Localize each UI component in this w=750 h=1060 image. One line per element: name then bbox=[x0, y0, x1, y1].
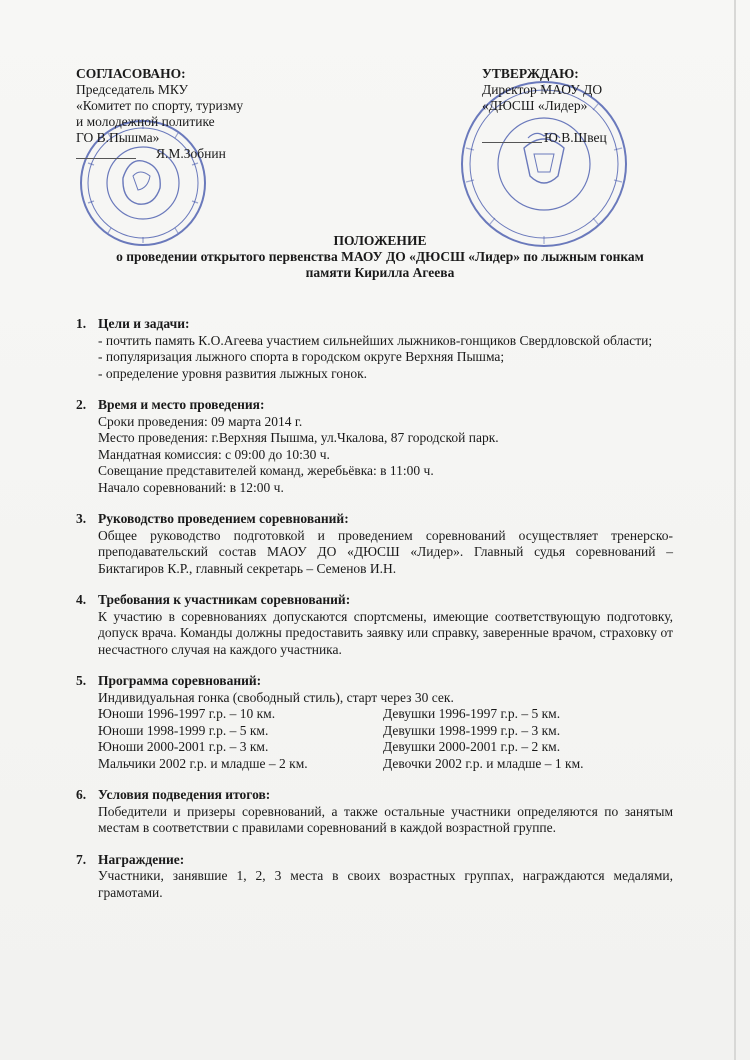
section-line: - популяризация лыжного спорта в городском округе Верхняя Пышма; bbox=[98, 349, 505, 364]
sections-list bbox=[76, 316, 673, 916]
section-number: 1. bbox=[76, 316, 87, 331]
program-row bbox=[98, 739, 673, 756]
section-text: К участию в соревнованиях допускаются спортсмены, имеющие соответствующую подготовку, допуск врача. Команды должны предоставить заявку или справку, заверенные врачом, страховку от несчастного случая на каждого участника. bbox=[98, 608, 673, 657]
section-line: Место проведения: г.Верхняя Пышма, ул.Чкалова, 87 городской парк. bbox=[98, 430, 499, 445]
section-line: Совещание представителей команд, жеребьёвка: в 11:00 ч. bbox=[98, 463, 434, 478]
section-line: - почтить память К.О.Агеева участием сильнейших лыжников-гонщиков Свердловской области; bbox=[98, 332, 653, 348]
approval-right-line: «ДЮСШ «Лидер» bbox=[482, 98, 588, 113]
program-row bbox=[98, 706, 673, 723]
section-heading: Программа соревнований: bbox=[98, 673, 262, 688]
approval-left-signature: Я.М.Зобнин bbox=[156, 146, 226, 161]
section-goals bbox=[76, 316, 673, 382]
section-number: 5. bbox=[76, 673, 87, 688]
approval-right-signature-row bbox=[482, 130, 652, 146]
program-boys: Юноши 1996-1997 г.р. – 10 км. bbox=[98, 706, 276, 721]
approval-left-signature-row bbox=[76, 146, 306, 162]
section-heading: Награждение: bbox=[98, 851, 185, 867]
section-heading: Условия подведения итогов: bbox=[98, 787, 271, 802]
document-title bbox=[60, 233, 700, 281]
program-boys: Юноши 1998-1999 г.р. – 5 км. bbox=[98, 722, 269, 738]
approval-left-title: СОГЛАСОВАНО: bbox=[76, 66, 186, 81]
program-list bbox=[98, 706, 673, 772]
approval-left-line: ГО В.Пышма» bbox=[76, 130, 160, 145]
section-heading: Руководство проведением соревнований: bbox=[98, 511, 349, 526]
signature-line bbox=[76, 158, 136, 159]
approval-block-left bbox=[76, 66, 306, 162]
section-line: Сроки проведения: 09 марта 2014 г. bbox=[98, 413, 303, 429]
approval-right-title: УТВЕРЖДАЮ: bbox=[482, 66, 579, 81]
approval-block-right bbox=[482, 66, 652, 146]
program-boys: Юноши 2000-2001 г.р. – 3 км. bbox=[98, 739, 269, 754]
program-row bbox=[98, 756, 673, 773]
section-number: 2. bbox=[76, 397, 87, 412]
section-number: 4. bbox=[76, 592, 87, 607]
section-text: Участники, занявшие 1, 2, 3 места в своих возрастных группах, награждаются медалями, грамотами. bbox=[98, 868, 673, 900]
program-girls: Девушки 1996-1997 г.р. – 5 км. bbox=[383, 706, 561, 721]
approval-right-signature: Ю.В.Швец bbox=[544, 130, 607, 145]
title-line: о проведении открытого первенства МАОУ ДО «ДЮСШ «Лидер» по лыжным гонкам bbox=[116, 249, 644, 264]
program-intro: Индивидуальная гонка (свободный стиль), старт через 30 сек. bbox=[98, 689, 454, 705]
program-girls: Девочки 2002 г.р. и младше – 1 км. bbox=[383, 755, 584, 771]
section-number: 7. bbox=[76, 851, 87, 867]
program-row bbox=[98, 723, 673, 740]
section-results bbox=[76, 787, 673, 837]
title-line: памяти Кирилла Агеева bbox=[305, 265, 455, 280]
program-girls: Девушки 1998-1999 г.р. – 3 км. bbox=[383, 722, 561, 738]
section-text: Общее руководство подготовкой и проведением соревнований осуществляет тренерско-преподавательский состав МАОУ ДО «ДЮСШ «Лидер». Главный судья соревнований – Биктагиров К.Р., главный секретарь – Семенов И.Н. bbox=[98, 527, 673, 576]
program-girls: Девушки 2000-2001 г.р. – 2 км. bbox=[383, 739, 561, 754]
section-number: 3. bbox=[76, 511, 87, 526]
section-line: Мандатная комиссия: с 09:00 до 10:30 ч. bbox=[98, 446, 330, 462]
approval-left-line: и молодежной политике bbox=[76, 114, 215, 129]
page-edge bbox=[734, 0, 736, 1060]
section-heading: Цели и задачи: bbox=[98, 316, 190, 331]
title-heading: ПОЛОЖЕНИЕ bbox=[333, 233, 427, 248]
signature-line bbox=[482, 142, 542, 143]
section-time-place bbox=[76, 397, 673, 496]
section-number: 6. bbox=[76, 787, 87, 802]
approval-right-line: Директор МАОУ ДО bbox=[482, 82, 603, 97]
section-line: - определение уровня развития лыжных гонок. bbox=[98, 365, 368, 381]
approval-left-line: Председатель МКУ bbox=[76, 82, 189, 97]
program-boys: Мальчики 2002 г.р. и младше – 2 км. bbox=[98, 755, 308, 771]
approval-left-line: «Комитет по спорту, туризму bbox=[76, 98, 244, 113]
section-awards bbox=[76, 851, 673, 902]
section-requirements bbox=[76, 592, 673, 658]
section-line: Начало соревнований: в 12:00 ч. bbox=[98, 479, 284, 495]
section-management bbox=[76, 511, 673, 577]
section-heading: Требования к участникам соревнований: bbox=[98, 592, 351, 607]
section-text: Победители и призеры соревнований, а также остальные участники определяются по занятым местам в соответствии с правилами соревнований в каждой возрастной группе. bbox=[98, 803, 673, 835]
section-program bbox=[76, 673, 673, 772]
section-heading: Время и место проведения: bbox=[98, 397, 265, 412]
